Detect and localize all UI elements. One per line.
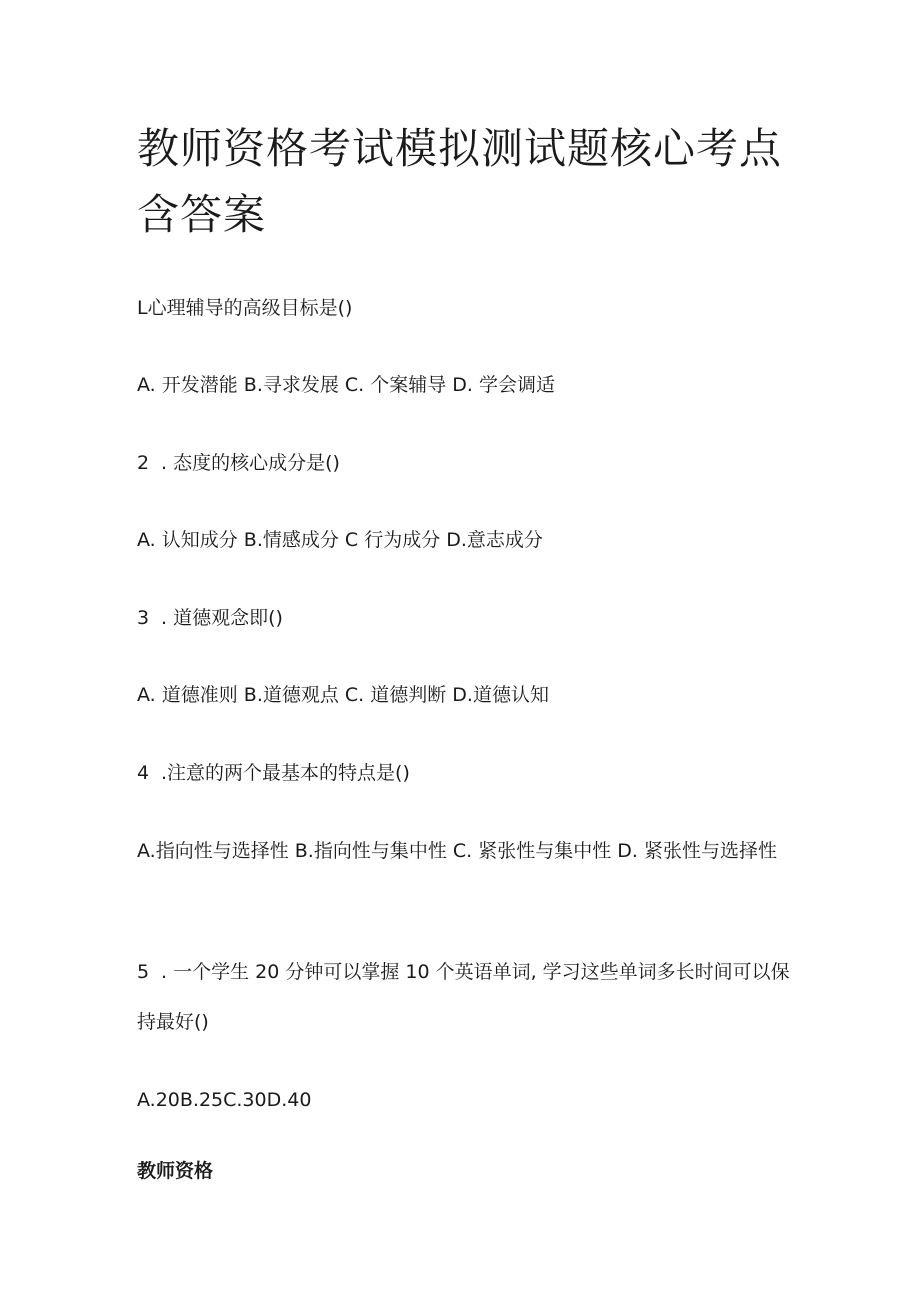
question-number: L <box>137 297 148 319</box>
document-title: 教师资格考试模拟测试题核心考点含答案 <box>137 124 783 239</box>
question-text: .注意的两个最基本的特点是() <box>161 762 410 784</box>
question-5-options: A.20B.25C.30D.40 <box>137 1089 312 1111</box>
question-3 <box>137 593 797 643</box>
question-3-options: A. 道德准则 B.道德观点 C. 道德判断 D.道德认知 <box>137 684 549 706</box>
question-number: 2 <box>137 452 150 474</box>
question-number: 5 <box>137 961 150 983</box>
question-text: 心理辅导的高级目标是() <box>147 297 353 319</box>
question-1-options: A. 开发潜能 B.寻求发展 C. 个案辅导 D. 学会调适 <box>137 374 555 396</box>
question-text: . 态度的核心成分是() <box>161 452 340 474</box>
question-2 <box>137 438 797 488</box>
question-text: . 一个学生 20 分钟可以掌握 10 个英语单词, 学习这些单词多长时间可以保持最好() <box>137 961 790 1033</box>
question-number: 3 <box>137 607 150 629</box>
question-2-options: A. 认知成分 B.情感成分 C 行为成分 D.意志成分 <box>137 529 543 551</box>
question-1 <box>137 283 797 333</box>
question-text: . 道德观念即() <box>161 607 283 629</box>
question-number: 4 <box>137 762 150 784</box>
section-heading: 教师资格 <box>137 1160 214 1182</box>
question-5 <box>137 947 797 1047</box>
question-4-options: A.指向性与选择性 B.指向性与集中性 C. 紧张性与集中性 D. 紧张性与选择性 <box>137 840 777 862</box>
question-4 <box>137 748 797 798</box>
